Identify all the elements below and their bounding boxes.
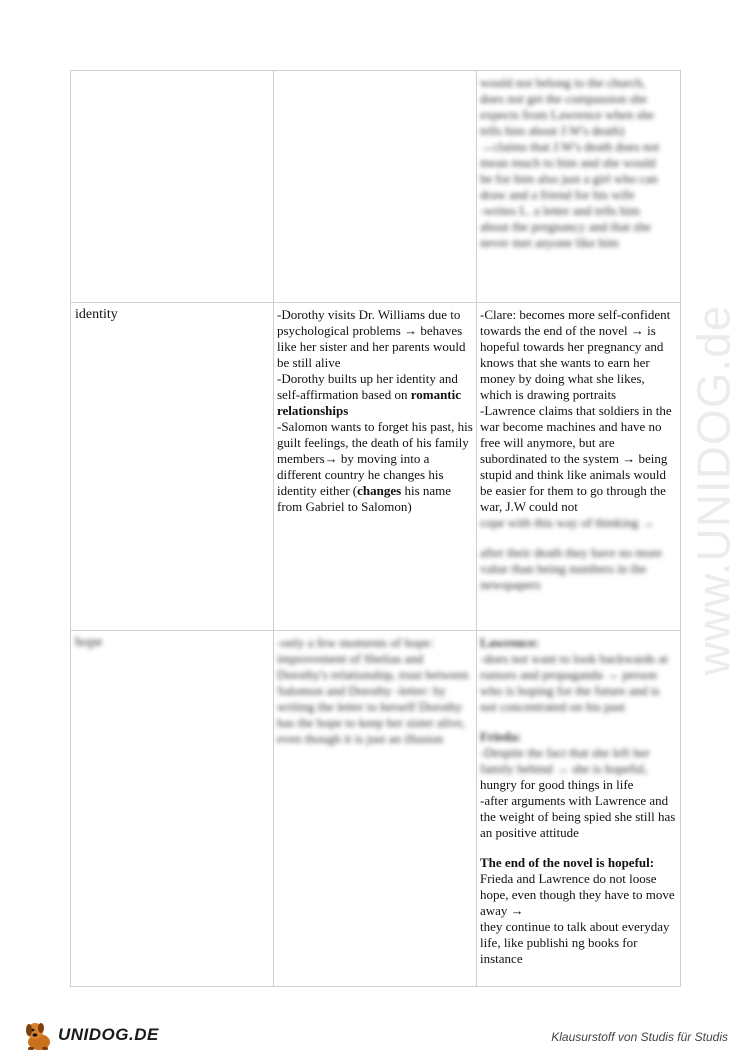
detail-cell xyxy=(477,71,681,303)
topic-label: hope xyxy=(75,635,103,650)
paragraph: -Lawrence claims that soldiers in the war become machines and have no free will anymore, but are subordinated to the system → being stupid and think like animals would be easier for them to go through the war, J.W could not xyxy=(480,403,672,514)
paragraph: -Clare: becomes more self-confident towards the end of the novel → is hopeful towards her pregnancy and knows that she wants to earn her money by doing what she likes, which is drawing portraits xyxy=(480,307,671,402)
paragraph: -Dorothy visits Dr. Williams due to psychological problems → behaves like her sister and her parents would be still alive xyxy=(277,307,466,370)
paragraph: they continue to talk about everyday life, like publishi ng books for instance xyxy=(480,919,670,966)
blurred-text: -only a few moments of hope: improvement of Shelias and Dorothy's relationship, trust between Salomon and Dorothy -letter: by writing the letter to herself Dorothy has the hope to keep her sister alive, even though it is just an illusion xyxy=(277,635,469,746)
blurred-text: Lawrence: -does not want to look backwards at rumors and propaganda → person who is hoping for the future and is not concentrated on his past Frieda: -Despite the fact that she left her family behind → she is hopeful, xyxy=(480,635,668,776)
detail-cell xyxy=(274,303,477,631)
blurred-text: would not belong to the church, does not get the compassion she expects from Lawrence when she tells him about J.W's death) →claims that J.W's death does not mean much to him and she would be for him also just a girl who can draw and a friend for his wife -writes L. a letter and tells him about the pregnancy and that she never met anyone like him xyxy=(480,75,660,250)
topic-cell xyxy=(71,303,274,631)
detail-cell xyxy=(477,303,681,631)
paragraph-heading: The end of the novel is hopeful: xyxy=(480,855,655,870)
detail-cell xyxy=(274,631,477,987)
table-row xyxy=(71,303,681,631)
watermark xyxy=(688,240,738,740)
watermark-text: www.UNIDOG.de xyxy=(687,304,740,676)
dog-icon xyxy=(22,1018,56,1052)
paragraph: -Dorothy builts up her identity and self-affirmation based on romantic relationships xyxy=(277,371,462,418)
unidog-logo[interactable] xyxy=(22,1016,157,1054)
footer-tagline: Klausurstoff von Studis für Studis xyxy=(551,1030,728,1044)
detail-cell xyxy=(274,71,477,303)
topic-cell xyxy=(71,71,274,303)
paragraph: hungry for good things in life xyxy=(480,777,634,792)
topic-cell xyxy=(71,631,274,987)
table-row xyxy=(71,71,681,303)
blurred-text: cope with this way of thinking → after their death they have no more value than being numbers in the newspapers xyxy=(480,515,662,592)
paragraph: -after arguments with Lawrence and the weight of being spied she still has an positive attitude xyxy=(480,793,676,840)
content-table xyxy=(70,70,681,987)
logo-text: UNIDOG.DE xyxy=(58,1025,159,1044)
paragraph: Frieda and Lawrence do not loose hope, even though they have to move away → xyxy=(480,871,675,918)
paragraph: -Salomon wants to forget his past, his guilt feelings, the death of his family members→ by moving into a different country he changes his identity either (changes his name from Gabriel to Salomon) xyxy=(277,419,473,514)
topic-label: identity xyxy=(75,307,118,322)
detail-cell xyxy=(477,631,681,987)
table-row xyxy=(71,631,681,987)
